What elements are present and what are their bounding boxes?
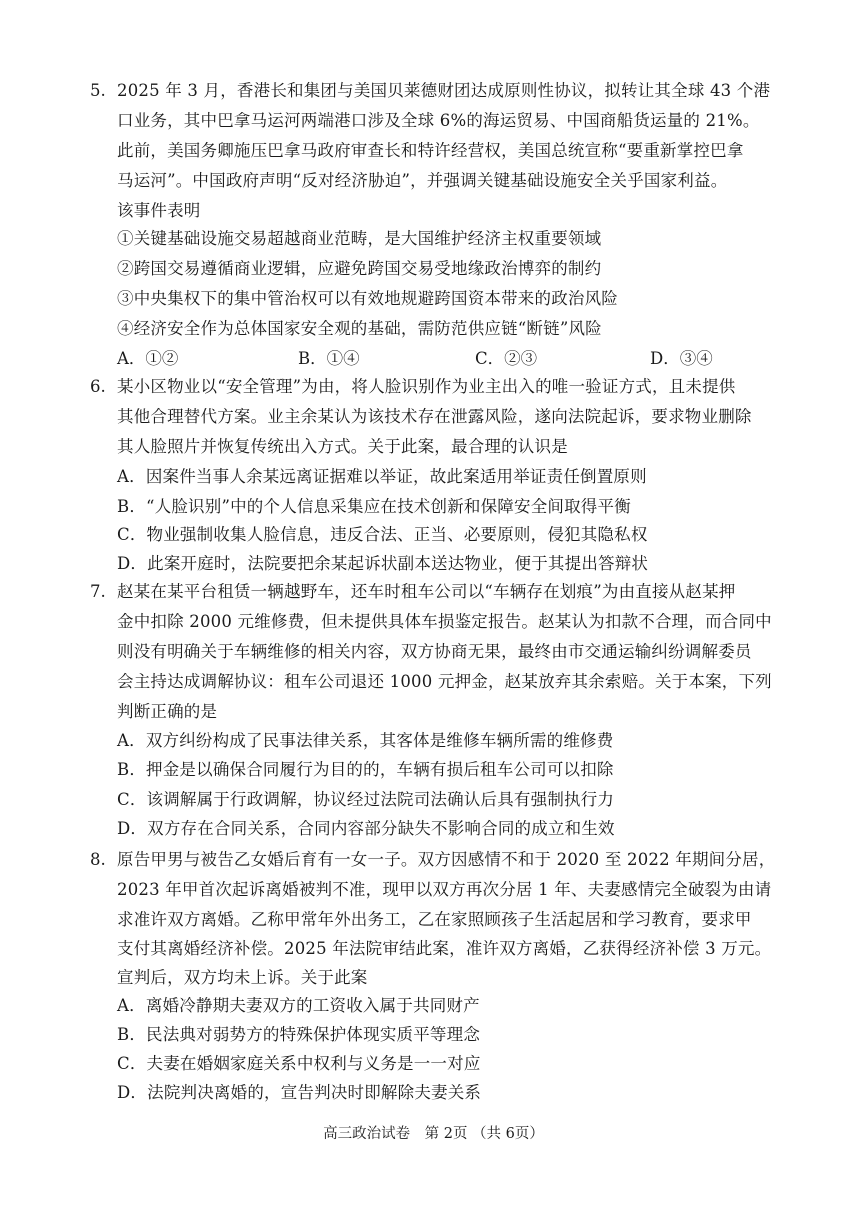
question-number: 6. xyxy=(90,377,106,396)
option-d: D．法院判决离婚的，宣告判决时即解除夫妻关系 xyxy=(117,1083,482,1102)
choice-a: A．①② xyxy=(117,349,179,368)
question-stem-line: 2023 年甲首次起诉离婚被判不准，现甲以双方再次分居 1 年、夫妻感情完全破裂为由请 xyxy=(117,880,772,899)
choice-b: B．①④ xyxy=(298,349,360,368)
question-stem-line: 判断正确的是 xyxy=(117,702,218,721)
question-stem-line: 会主持达成调解协议：租车公司退还 1000 元押金，赵某放弃其余索赔。关于本案，下列 xyxy=(117,672,772,691)
question-stem-line: 求准许双方离婚。乙称甲常年外出务工，乙在家照顾孩子生活起居和学习教育，要求甲 xyxy=(117,910,752,929)
option-b: B．民法典对弱势方的特殊保护体现实质平等理念 xyxy=(117,1025,481,1044)
option-b: B．押金是以确保合同履行为目的的，车辆有损后租车公司可以扣除 xyxy=(117,760,614,779)
option-c: C．物业强制收集人脸信息，违反合法、正当、必要原则，侵犯其隐私权 xyxy=(117,525,648,544)
question-stem-line: 口业务，其中巴拿马运河两端港口涉及全球 6%的海运贸易、中国商船货运量的 21%。 xyxy=(117,111,760,130)
question-stem-line: 赵某在某平台租赁一辆越野车，还车时租车公司以“车辆存在划痕”为由直接从赵某押 xyxy=(117,582,736,601)
statement-2: ②跨国交易遵循商业逻辑，应避免跨国交易受地缘政治博弈的制约 xyxy=(117,259,602,278)
option-a: A．双方纠纷构成了民事法律关系，其客体是维修车辆所需的维修费 xyxy=(117,731,614,750)
question-stem-line: 宣判后，双方均未上诉。关于此案 xyxy=(117,968,368,987)
option-c: C．该调解属于行政调解，协议经过法院司法确认后具有强制执行力 xyxy=(117,790,615,809)
question-number: 5. xyxy=(90,81,106,100)
question-stem-line: 金中扣除 2000 元维修费，但未提供具体车损鉴定报告。赵某认为扣款不合理，而合同中 xyxy=(117,612,772,631)
question-number: 7. xyxy=(90,582,106,601)
question-stem-line: 其他合理替代方案。业主余某认为该技术存在泄露风险，遂向法院起诉，要求物业删除 xyxy=(117,407,752,426)
option-d: D．此案开庭时，法院要把余某起诉状副本送达物业，便于其提出答辩状 xyxy=(117,554,649,573)
question-stem-line: 2025 年 3 月，香港长和集团与美国贝莱德财团达成原则性协议，拟转让其全球 43 个港 xyxy=(117,81,771,100)
option-b: B．“人脸识别”中的个人信息采集应在技术创新和保障安全间取得平衡 xyxy=(117,497,631,516)
statement-1: ①关键基础设施交易超越商业范畴，是大国维护经济主权重要领域 xyxy=(117,229,602,248)
option-a: A．因案件当事人余某远离证据难以举证，故此案适用举证责任倒置原则 xyxy=(117,467,647,486)
option-c: C．夫妻在婚姻家庭关系中权利与义务是一一对应 xyxy=(117,1054,481,1073)
question-stem-line: 某小区物业以“安全管理”为由，将人脸识别作为业主出入的唯一验证方式，且未提供 xyxy=(117,377,736,396)
question-stem-line: 其人脸照片并恢复传统出入方式。关于此案，最合理的认识是 xyxy=(117,437,568,456)
question-stem-line: 该事件表明 xyxy=(117,201,201,220)
option-d: D．双方存在合同关系，合同内容部分缺失不影响合同的成立和生效 xyxy=(117,819,615,838)
question-number: 8. xyxy=(90,850,106,869)
question-stem-line: 原告甲男与被告乙女婚后育有一女一子。双方因感情不和于 2020 至 2022 年期间分居， xyxy=(117,850,776,869)
option-a: A．离婚冷静期夫妻双方的工资收入属于共同财产 xyxy=(117,996,480,1015)
question-stem-line: 则没有明确关于车辆维修的相关内容，双方协商无果，最终由市交通运输纠纷调解委员 xyxy=(117,642,752,661)
question-stem-line: 支付其离婚经济补偿。2025 年法院审结此案，准许双方离婚，乙获得经济补偿 3 万元。 xyxy=(117,939,772,958)
question-stem-line: 此前，美国务卿施压巴拿马政府审查长和特许经营权，美国总统宣称“要重新掌控巴拿 xyxy=(117,141,744,160)
page-footer: 高三政治试卷 第 2页 （共 6页） xyxy=(323,1126,544,1142)
choice-c: C．②③ xyxy=(475,349,538,368)
question-stem-line: 马运河”。中国政府声明“反对经济胁迫”，并强调关键基础设施安全关乎国家利益。 xyxy=(117,171,728,190)
statement-4: ④经济安全作为总体国家安全观的基础，需防范供应链“断链”风险 xyxy=(117,319,602,338)
choice-d: D．③④ xyxy=(650,349,713,368)
statement-3: ③中央集权下的集中管治权可以有效地规避跨国资本带来的政治风险 xyxy=(117,289,618,308)
